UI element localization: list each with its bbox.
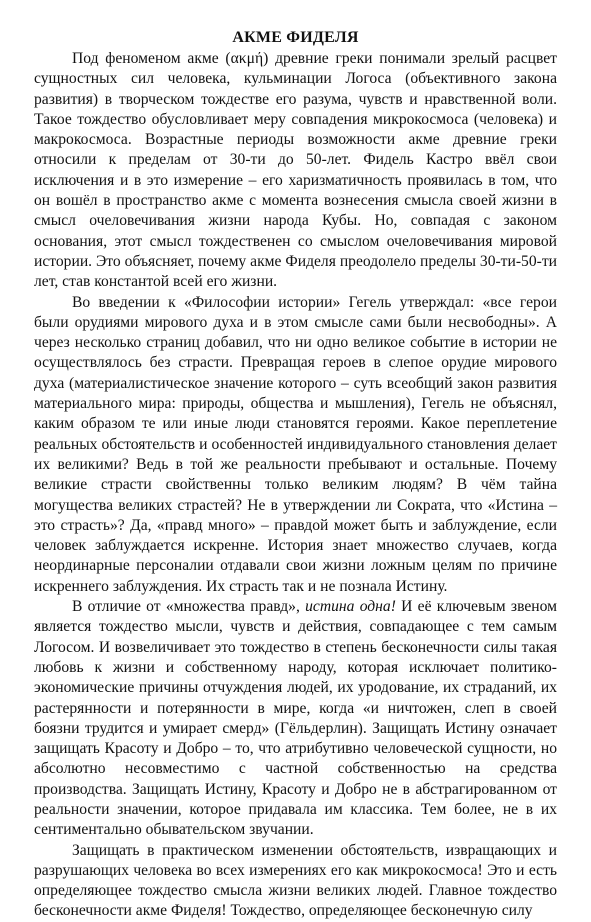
paragraph-3-emphasis: истина одна! <box>305 598 396 616</box>
paragraph-4: Защищать в практическом изменении обстоятельств, извращающих и разрушающих человека во всех измерениях его как микрокосмоса! Это и есть определяющее тождество смысла жизни великих людей. Главное тождество бесконечности акме Фиделя! Тождество, определяющее бесконечную силу <box>34 841 557 920</box>
document-title: АКМЕ ФИДЕЛЯ <box>232 29 359 46</box>
paragraph-3-body: И её ключевым звеном является тождество мысли, чувств и действия, совпадающее с тем самым Логосом. И возвеличивает это тождество в степень бесконечности силы такая любовь к жизни и собственному народу, которая исключает политико-экономические причины отчуждения людей, их уродование, их страданий, их растерянности и потерянности в мире, когда «и ничтожен, слеп в своей боязни трудится и умирает смерд» (Гёльдерлин). Защищать Истину означает защищать Красоту и Добро – то, что атрибутивно человеческой сущности, но абсолютно несовместимо с частной собственностью на средства производства. Защищать Истину, Красоту и Добро не в абстрагированном от реальности значении, которое придавала им классика. Тем более, не в их сентиментально обывательском звучании. <box>34 598 557 839</box>
paragraph-3 <box>34 597 557 841</box>
paragraph-1: Под феноменом акме (ακμή) древние греки понимали зрелый расцвет сущностных сил человека, кульминации Логоса (объективного закона развития) в творческом тождестве его разума, чувств и нравственной воли. Такое тождество обусловливает меру совпадения микрокосмоса (человека) и макрокосмоса. Возрастные периоды возможности акме древние греки относили к пределам от 30-ти до 50-лет. Фидель Кастро ввёл свои исключения и в это измерение – его харизматичность проявилась в том, что он вошёл в пространство акме с момента вознесения смысла своей жизни в смысл очеловечивания жизни народа Кубы. Но, совпадая с законом основания, этот смысл тождественен со смыслом очеловечивания мировой истории. Это объясняет, почему акме Фиделя преодолело пределы 30-ти-50-ти лет, став константой всей его жизни. <box>34 50 557 291</box>
paragraph-2: Во введении к «Философии истории» Гегель утверждал: «все герои были орудиями мирового духа и в этом смысле сами были несвободны». А через несколько страниц добавил, что ни одно великое событие в истории не осуществлялось без страсти. Превращая героев в слепое орудие мирового духа (материалистическое значение которого – суть всеобщий закон развития материального мира: природы, общества и мышления), Гегель не объяснял, каким образом те или иные люди становятся героями. Какое переплетение реальных обстоятельств и особенностей индивидуального становления делает их великими? Ведь в той же реальности пребывают и остальные. Почему великие страсти свойственны только великим людям? В чём тайна могущества великих страстей? Не в утверждении ли Сократа, что «Истина – это страсть»? Да, «правд много» – правдой может быть и заблуждение, если человек заблуждается искренне. История знает множество случаев, когда неординарные персоналии отдавали свои жизни ложным целям по причине искреннего заблуждения. Их страсть так и не познала Истину. <box>34 293 557 595</box>
paragraph-3-intro: В отличие от «множества правд», <box>72 598 306 616</box>
